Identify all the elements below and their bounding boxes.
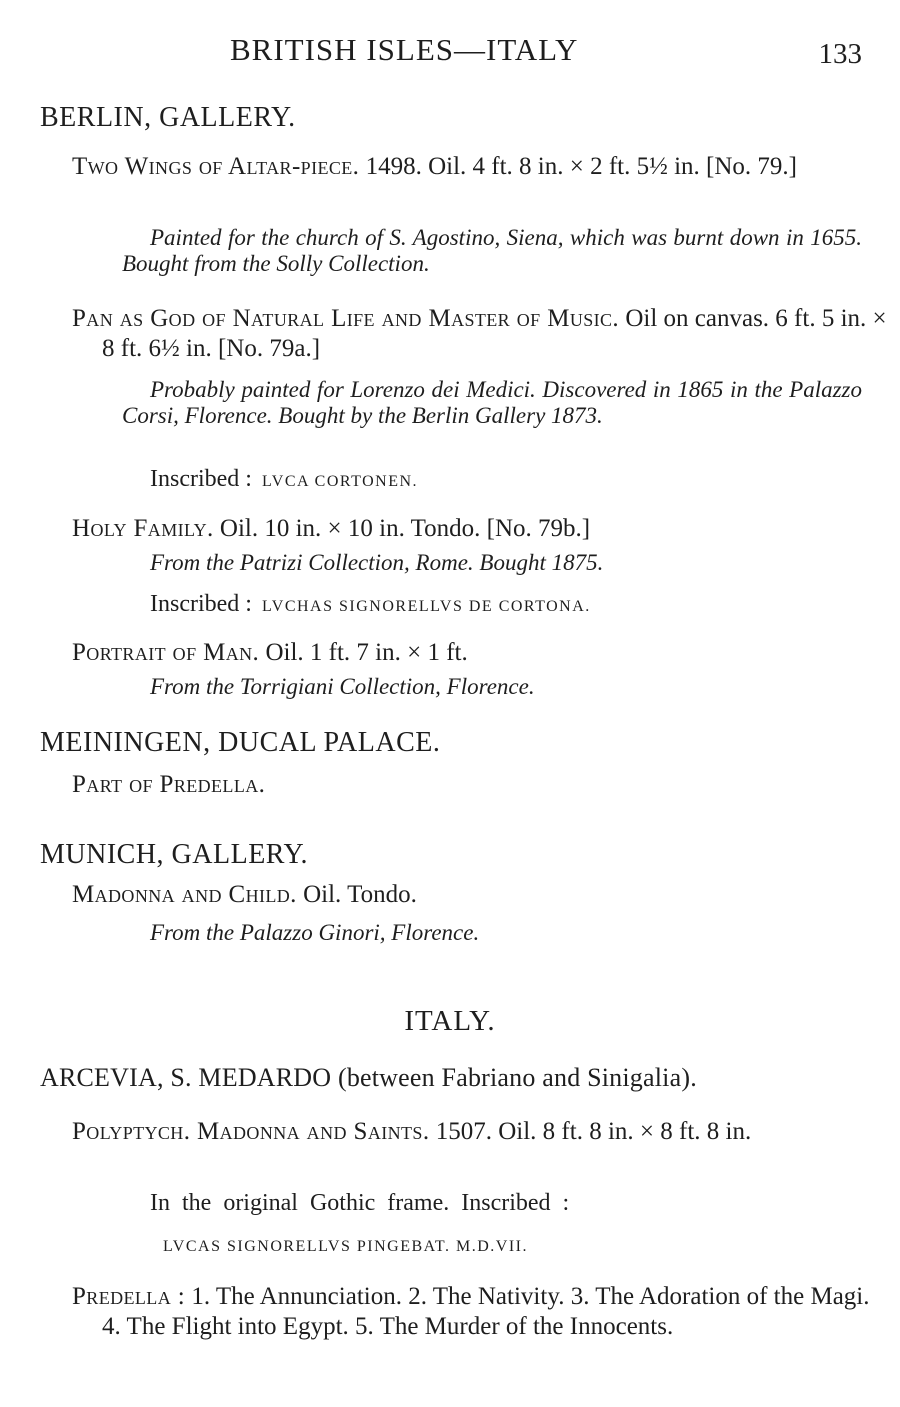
entry-title: Two Wings of Altar-piece. bbox=[72, 153, 360, 180]
predella-scenes: 1. The Annunciation. 2. The Nativity. 3. The Adoration of the Magi. 4. The Flight into Egypt. 5. The Murder of the Innocents. bbox=[102, 1283, 870, 1340]
page-number: 133 bbox=[818, 38, 862, 70]
provenance-note: From the Palazzo Ginori, Florence. bbox=[150, 920, 480, 945]
entry-pan bbox=[72, 304, 892, 364]
entry-details: 1498. Oil. 4 ft. 8 in. × 2 ft. 5½ in. [No. 79.] bbox=[365, 153, 798, 180]
location-heading-munich: MUNICH, GALLERY. bbox=[40, 839, 309, 870]
entry-predella bbox=[72, 1282, 892, 1342]
frame-note: In the original Gothic frame. Inscribed : bbox=[150, 1190, 570, 1216]
location-heading-meiningen: MEININGEN, DUCAL PALACE. bbox=[40, 727, 441, 758]
entry-predella-part bbox=[72, 770, 862, 800]
running-head: BRITISH ISLES—ITALY bbox=[230, 32, 579, 67]
entry-title: Part of Predella. bbox=[72, 771, 266, 798]
entry-title: Polyptych. Madonna and Saints. bbox=[72, 1118, 430, 1145]
entry-portrait bbox=[72, 638, 862, 668]
entry-details: Oil. 10 in. × 10 in. Tondo. [No. 79b.] bbox=[219, 515, 591, 542]
entry-polyptych bbox=[72, 1117, 894, 1147]
inscription-line bbox=[150, 591, 591, 618]
entry-title: Madonna and Child. bbox=[72, 881, 297, 908]
inscribed-label: Inscribed : bbox=[150, 591, 252, 617]
entry-title: Pan as God of Natural Life and Master of Music. bbox=[72, 305, 620, 332]
entry-title: Predella : bbox=[72, 1283, 186, 1310]
provenance-note: From the Patrizi Collection, Rome. Bought 1875. bbox=[150, 550, 604, 575]
entry-two-wings bbox=[72, 152, 894, 182]
entry-details: 1507. Oil. 8 ft. 8 in. × 8 ft. 8 in. bbox=[435, 1118, 752, 1145]
entry-details: Oil on canvas. 6 ft. 5 in. × 8 ft. 6½ in. [No. 79a.] bbox=[102, 305, 887, 362]
inscription-text: LVCAS SIGNORELLVS PINGEBAT. M.D.VII. bbox=[163, 1238, 528, 1255]
entry-details: Oil. 1 ft. 7 in. × 1 ft. bbox=[265, 639, 468, 666]
entry-holy-family bbox=[72, 514, 862, 544]
inscribed-label: Inscribed : bbox=[150, 466, 252, 492]
entry-title: Portrait of Man. bbox=[72, 639, 260, 666]
provenance-note: Probably painted for Lorenzo dei Medici. Discovered in 1865 in the Palazzo Corsi, Florence. Bought by the Berlin Gallery 1873. bbox=[122, 377, 862, 428]
inscription-text: LVCHAS SIGNORELLVS DE CORTONA. bbox=[261, 598, 591, 615]
location-heading-arcevia: ARCEVIA, S. MEDARDO (between Fabriano and Sinigalia). bbox=[40, 1063, 697, 1092]
inscription-text: LVCA CORTONEN. bbox=[261, 473, 419, 490]
inscription-line bbox=[150, 466, 418, 493]
provenance-note: From the Torrigiani Collection, Florence. bbox=[150, 674, 535, 699]
location-heading-berlin: BERLIN, GALLERY. bbox=[40, 102, 296, 133]
provenance-note: Painted for the church of S. Agostino, Siena, which was burnt down in 1655. Bought from the Solly Collection. bbox=[122, 225, 862, 276]
entry-title: Holy Family. bbox=[72, 515, 214, 542]
section-heading-italy: ITALY. bbox=[404, 1005, 496, 1037]
entry-madonna-child bbox=[72, 880, 862, 910]
entry-details: Oil. Tondo. bbox=[303, 881, 417, 908]
